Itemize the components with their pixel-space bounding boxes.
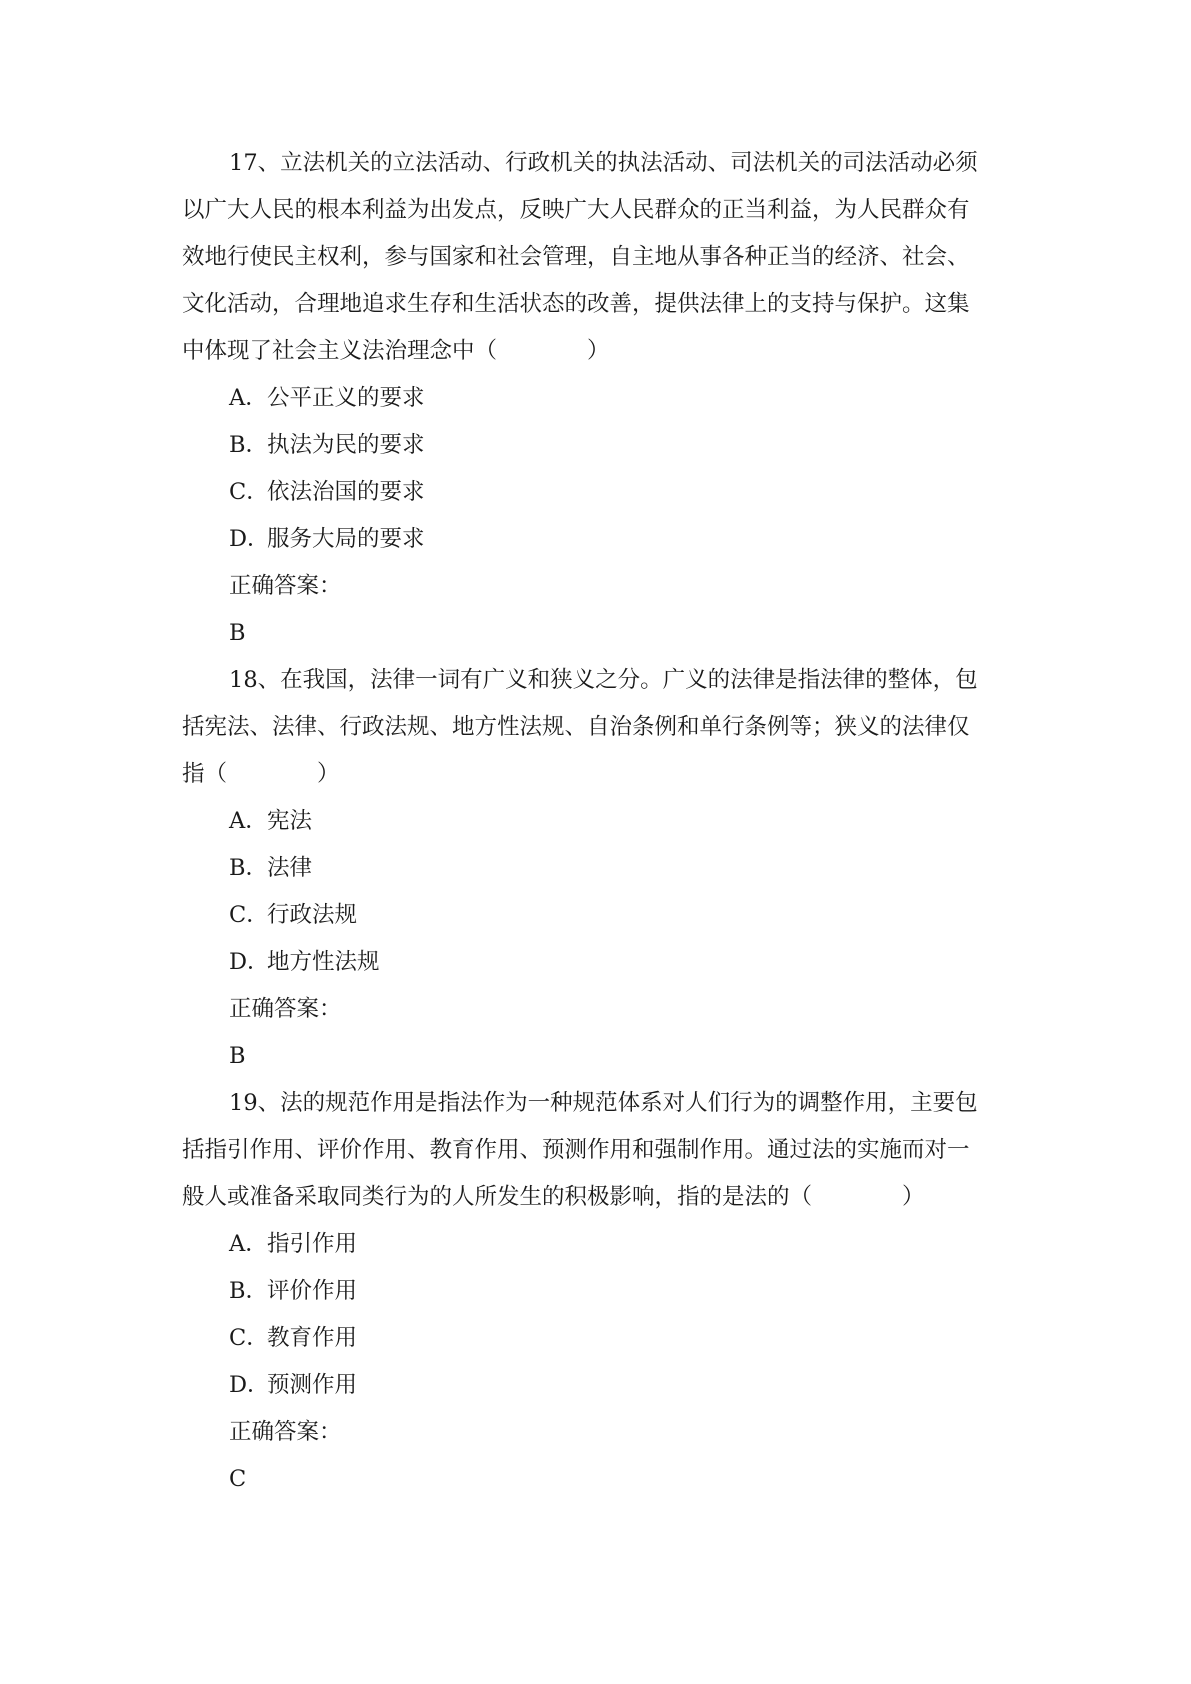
answer-value: B bbox=[229, 1043, 246, 1069]
option-d bbox=[182, 939, 1020, 986]
question-stem-line: 括指引作用、评价作用、教育作用、预测作用和强制作用。通过法的实施而对一 bbox=[182, 1137, 970, 1163]
option-a bbox=[182, 375, 1020, 422]
question-stem-line: 18、在我国，法律一词有广义和狭义之分。广义的法律是指法律的整体，包 bbox=[229, 667, 978, 693]
answer-value: B bbox=[229, 620, 246, 646]
question-18 bbox=[182, 657, 1020, 1080]
question-19 bbox=[182, 1080, 1020, 1503]
option-d bbox=[182, 1362, 1020, 1409]
option-c bbox=[182, 469, 1020, 516]
question-stem-line: 中体现了社会主义法治理念中（ ） bbox=[182, 338, 610, 364]
option-letter: B． bbox=[229, 432, 269, 458]
option-c bbox=[182, 892, 1020, 939]
option-letter: D． bbox=[229, 1372, 270, 1398]
answer-value: C bbox=[229, 1466, 247, 1492]
answer-label: 正确答案： bbox=[229, 573, 342, 599]
option-text: 行政法规 bbox=[267, 902, 358, 928]
option-b bbox=[182, 422, 1020, 469]
option-text: 教育作用 bbox=[267, 1325, 358, 1351]
option-letter: A． bbox=[229, 385, 268, 411]
option-letter: C． bbox=[229, 479, 269, 505]
option-text: 评价作用 bbox=[267, 1278, 358, 1304]
option-letter: D． bbox=[229, 526, 270, 552]
option-letter: C． bbox=[229, 902, 269, 928]
option-letter: D． bbox=[229, 949, 270, 975]
option-c bbox=[182, 1315, 1020, 1362]
question-stem-line: 以广大人民的根本利益为出发点，反映广大人民群众的正当利益，为人民群众有 bbox=[182, 197, 970, 223]
answer-label: 正确答案： bbox=[229, 996, 342, 1022]
option-letter: B． bbox=[229, 855, 269, 881]
question-stem-line: 17、立法机关的立法活动、行政机关的执法活动、司法机关的司法活动必须 bbox=[229, 150, 978, 176]
document-page bbox=[182, 140, 1020, 1503]
question-stem-line: 般人或准备采取同类行为的人所发生的积极影响，指的是法的（ ） bbox=[182, 1184, 925, 1210]
question-stem-line: 指（ ） bbox=[182, 761, 340, 787]
option-letter: B． bbox=[229, 1278, 269, 1304]
option-a bbox=[182, 798, 1020, 845]
option-letter: A． bbox=[229, 1231, 268, 1257]
option-text: 法律 bbox=[267, 855, 313, 881]
question-stem-line: 19、法的规范作用是指法作为一种规范体系对人们行为的调整作用，主要包 bbox=[229, 1090, 978, 1116]
question-stem-line: 效地行使民主权利，参与国家和社会管理，自主地从事各种正当的经济、社会、 bbox=[182, 244, 970, 270]
option-b bbox=[182, 1268, 1020, 1315]
option-a bbox=[182, 1221, 1020, 1268]
question-stem-line: 括宪法、法律、行政法规、地方性法规、自治条例和单行条例等；狭义的法律仅 bbox=[182, 714, 970, 740]
question-stem-line: 文化活动，合理地追求生存和生活状态的改善，提供法律上的支持与保护。这集 bbox=[182, 291, 970, 317]
option-d bbox=[182, 516, 1020, 563]
question-17 bbox=[182, 140, 1020, 657]
option-letter: A． bbox=[229, 808, 268, 834]
option-letter: C． bbox=[229, 1325, 269, 1351]
option-text: 公平正义的要求 bbox=[267, 385, 425, 411]
option-text: 地方性法规 bbox=[267, 949, 380, 975]
option-text: 指引作用 bbox=[267, 1231, 358, 1257]
answer-label: 正确答案： bbox=[229, 1419, 342, 1445]
option-text: 宪法 bbox=[267, 808, 313, 834]
option-text: 服务大局的要求 bbox=[267, 526, 425, 552]
option-b bbox=[182, 845, 1020, 892]
option-text: 预测作用 bbox=[267, 1372, 358, 1398]
option-text: 依法治国的要求 bbox=[267, 479, 425, 505]
option-text: 执法为民的要求 bbox=[267, 432, 425, 458]
